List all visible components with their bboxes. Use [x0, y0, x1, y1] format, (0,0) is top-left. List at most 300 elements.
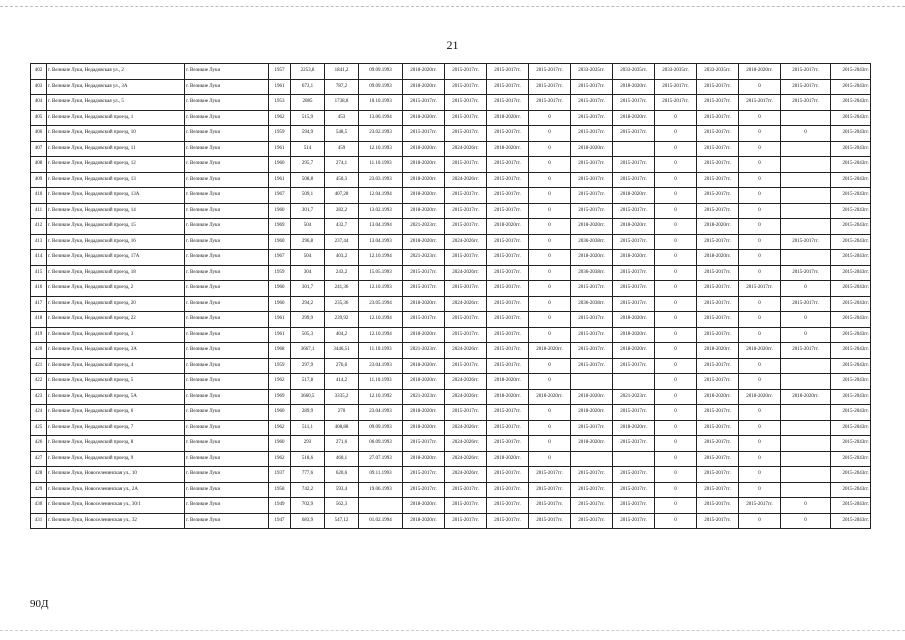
cell-y10: 0 [781, 327, 831, 343]
cell-y4: 0 [529, 451, 571, 467]
table-row [31, 389, 871, 405]
table-row [31, 188, 871, 204]
cell-no: 407 [31, 141, 47, 157]
cell-y2: 2015-2017гг. [445, 250, 487, 266]
cell-y9: 0 [739, 358, 781, 374]
cell-y11: 2015-2043гг. [831, 327, 871, 343]
housing-table [30, 63, 871, 529]
cell-year: 1969 [269, 389, 291, 405]
cell-no: 402 [31, 64, 47, 80]
cell-area: 301,7 [291, 203, 325, 219]
cell-y2: 2015-2017гг. [445, 110, 487, 126]
table-row [31, 343, 871, 359]
cell-date: 09.09.1993 [359, 79, 403, 95]
cell-y2: 2015-2017гг. [445, 188, 487, 204]
cell-y9: 0 [739, 312, 781, 328]
cell-y2: 2024-2026гг. [445, 451, 487, 467]
cell-y10: 0 [781, 281, 831, 297]
cell-city: г. Великие Луки [185, 389, 269, 405]
cell-y1: 2021-2023гг. [403, 343, 445, 359]
bottom-scan-line [0, 630, 905, 631]
cell-y7: 0 [655, 219, 697, 235]
table-row [31, 405, 871, 421]
cell-y9: 2018-2020гг. [739, 64, 781, 80]
cell-city: г. Великие Луки [185, 405, 269, 421]
cell-date: 23.03.1993 [359, 172, 403, 188]
cell-no: 420 [31, 343, 47, 359]
cell-date: 12.10.1994 [359, 250, 403, 266]
cell-y7: 0 [655, 172, 697, 188]
cell-y11: 2015-2043гг. [831, 405, 871, 421]
cell-addr: г. Великие Луки, Недадовский проезд, 12 [47, 157, 185, 173]
cell-y2: 2024-2026гг. [445, 234, 487, 250]
cell-city: г. Великие Луки [185, 126, 269, 142]
cell-y1: 2018-2020гг. [403, 141, 445, 157]
cell-area: 3660,5 [291, 389, 325, 405]
cell-y7: 0 [655, 513, 697, 529]
cell-year: 1967 [269, 250, 291, 266]
cell-date: 15.05.1993 [359, 265, 403, 281]
cell-y3: 2015-2017гг. [487, 312, 529, 328]
cell-y1: 2021-2023гг. [403, 250, 445, 266]
cell-y1: 2021-2023гг. [403, 219, 445, 235]
cell-city: г. Великие Луки [185, 498, 269, 514]
cell-y4: 2015-2017гг. [529, 498, 571, 514]
cell-y5: 2036-2038гг. [571, 265, 613, 281]
cell-area: 508,8 [291, 172, 325, 188]
cell-living: 450,3 [325, 172, 359, 188]
cell-living: 453 [325, 110, 359, 126]
cell-y6: 2015-2017гг. [613, 203, 655, 219]
cell-addr: г. Великие Луки, Недадовский проезд, 11 [47, 141, 185, 157]
cell-y3: 2018-2020гг. [487, 374, 529, 390]
cell-date: 13.04.1994 [359, 219, 403, 235]
cell-y10 [781, 374, 831, 390]
cell-y8: 2015-2017гг. [697, 141, 739, 157]
table-row [31, 482, 871, 498]
cell-y11: 2015-2043гг. [831, 110, 871, 126]
cell-y9: 2015-2017гг. [739, 95, 781, 111]
cell-y4: 0 [529, 110, 571, 126]
cell-area: 515,9 [291, 110, 325, 126]
cell-y1: 2018-2020гг. [403, 203, 445, 219]
cell-y7: 0 [655, 188, 697, 204]
cell-living: 239,92 [325, 312, 359, 328]
cell-y1: 2015-2017гг. [403, 312, 445, 328]
cell-y11: 2015-2043гг. [831, 498, 871, 514]
cell-y4: 0 [529, 436, 571, 452]
cell-y10 [781, 172, 831, 188]
cell-addr: г. Великие Луки, Новоселенинская ул., 2А [47, 482, 185, 498]
cell-y8: 2015-2017гг. [697, 451, 739, 467]
cell-y10: 2018-2020гг. [781, 389, 831, 405]
cell-y11: 2015-2043гг. [831, 95, 871, 111]
cell-date: 10.10.1993 [359, 95, 403, 111]
cell-y7: 0 [655, 405, 697, 421]
cell-city: г. Великие Луки [185, 281, 269, 297]
cell-y7: 0 [655, 281, 697, 297]
cell-y6: 2018-2020гг. [613, 343, 655, 359]
cell-date: 09.11.1993 [359, 467, 403, 483]
cell-y8: 2015-2017гг. [697, 436, 739, 452]
cell-y9: 0 [739, 405, 781, 421]
cell-y6: 2015-2017гг. [613, 296, 655, 312]
cell-y2: 2024-2026гг. [445, 141, 487, 157]
cell-y10 [781, 482, 831, 498]
cell-y8: 2015-2017гг. [697, 265, 739, 281]
cell-y2: 2024-2026гг. [445, 389, 487, 405]
cell-city: г. Великие Луки [185, 95, 269, 111]
cell-living: 620,6 [325, 467, 359, 483]
cell-y3: 2015-2017гг. [487, 482, 529, 498]
cell-y10 [781, 420, 831, 436]
cell-city: г. Великие Луки [185, 250, 269, 266]
cell-city: г. Великие Луки [185, 513, 269, 529]
cell-y4: 0 [529, 312, 571, 328]
cell-y4: 2015-2017гг. [529, 513, 571, 529]
cell-year: 1962 [269, 374, 291, 390]
cell-no: 430 [31, 498, 47, 514]
cell-y3: 2015-2017гг. [487, 79, 529, 95]
cell-y11: 2015-2043гг. [831, 296, 871, 312]
cell-y5: 2015-2017гг. [571, 110, 613, 126]
cell-no: 417 [31, 296, 47, 312]
cell-y11: 2015-2043гг. [831, 172, 871, 188]
cell-y11: 2015-2043гг. [831, 312, 871, 328]
cell-year: 1959 [269, 126, 291, 142]
cell-y9: 0 [739, 141, 781, 157]
cell-y4: 2015-2017гг. [529, 79, 571, 95]
cell-y5: 2018-2020гг. [571, 436, 613, 452]
cell-y2: 2015-2017гг. [445, 281, 487, 297]
cell-y4: 0 [529, 203, 571, 219]
cell-date: 19.06.1993 [359, 482, 403, 498]
cell-y4: 0 [529, 188, 571, 204]
cell-y8: 2015-2017гг. [697, 327, 739, 343]
cell-y6: 2021-2023гг. [613, 389, 655, 405]
cell-city: г. Великие Луки [185, 343, 269, 359]
cell-addr: г. Великие Луки, Недадовский проезд, 13А [47, 188, 185, 204]
cell-y9: 2018-2020гг. [739, 389, 781, 405]
cell-date: 23.02.1993 [359, 126, 403, 142]
cell-living: 404,2 [325, 327, 359, 343]
cell-year: 1959 [269, 265, 291, 281]
cell-y7: 0 [655, 451, 697, 467]
cell-date: 09.09.1993 [359, 64, 403, 80]
cell-y5: 2015-2017гг. [571, 281, 613, 297]
table-row [31, 219, 871, 235]
cell-y6: 2018-2020гг. [613, 188, 655, 204]
cell-y6: 2018-2020гг. [613, 327, 655, 343]
table-row [31, 234, 871, 250]
cell-y6: 2015-2017гг. [613, 482, 655, 498]
cell-y11: 2015-2043гг. [831, 358, 871, 374]
cell-area: 702,9 [291, 498, 325, 514]
cell-y9: 2015-2017гг. [739, 498, 781, 514]
cell-y3: 2015-2017гг. [487, 420, 529, 436]
cell-no: 431 [31, 513, 47, 529]
cell-area: 304 [291, 265, 325, 281]
cell-y8: 2015-2017гг. [697, 110, 739, 126]
cell-y4: 0 [529, 265, 571, 281]
cell-y3: 2015-2017гг. [487, 203, 529, 219]
cell-no: 406 [31, 126, 47, 142]
cell-y5: 2015-2017гг. [571, 126, 613, 142]
cell-y10: 2015-2017гг. [781, 79, 831, 95]
cell-year: 1969 [269, 219, 291, 235]
cell-y7: 0 [655, 374, 697, 390]
cell-year: 1949 [269, 498, 291, 514]
cell-area: 683,9 [291, 513, 325, 529]
cell-y8: 2015-2017гг. [697, 420, 739, 436]
cell-y10: 2015-2017гг. [781, 95, 831, 111]
cell-y3: 2015-2017гг. [487, 188, 529, 204]
cell-y2: 2015-2017гг. [445, 513, 487, 529]
cell-y9: 0 [739, 296, 781, 312]
cell-no: 408 [31, 157, 47, 173]
cell-year: 1962 [269, 420, 291, 436]
cell-y1: 2018-2020гг. [403, 513, 445, 529]
cell-city: г. Великие Луки [185, 64, 269, 80]
table-row [31, 312, 871, 328]
cell-y5: 2015-2017гг. [571, 188, 613, 204]
cell-y11: 2015-2043гг. [831, 436, 871, 452]
cell-y10 [781, 141, 831, 157]
cell-y9: 0 [739, 126, 781, 142]
cell-y7: 0 [655, 482, 697, 498]
cell-y4: 0 [529, 420, 571, 436]
cell-city: г. Великие Луки [185, 79, 269, 95]
cell-area: 301,7 [291, 281, 325, 297]
cell-no: 413 [31, 234, 47, 250]
cell-date: 11.10.1993 [359, 157, 403, 173]
cell-y6: 2033-2035гг. [613, 64, 655, 80]
cell-y6: 2018-2020гг. [613, 219, 655, 235]
cell-y8: 2015-2017гг. [697, 172, 739, 188]
cell-y7: 2033-2035гг. [655, 64, 697, 80]
table-row [31, 95, 871, 111]
cell-no: 415 [31, 265, 47, 281]
cell-y5 [571, 374, 613, 390]
cell-y1: 2018-2020гг. [403, 358, 445, 374]
cell-y4: 0 [529, 327, 571, 343]
cell-y7: 2015-2017гг. [655, 95, 697, 111]
cell-no: 429 [31, 482, 47, 498]
cell-y1: 2018-2020гг. [403, 188, 445, 204]
cell-living: 548,5 [325, 126, 359, 142]
cell-y5: 2033-2035гг. [571, 64, 613, 80]
cell-no: 426 [31, 436, 47, 452]
cell-living: 408,88 [325, 420, 359, 436]
cell-living: 1841,2 [325, 64, 359, 80]
cell-y11: 2015-2043гг. [831, 513, 871, 529]
cell-y11: 2015-2043гг. [831, 203, 871, 219]
cell-no: 414 [31, 250, 47, 266]
cell-y7: 0 [655, 358, 697, 374]
cell-city: г. Великие Луки [185, 234, 269, 250]
cell-y2: 2015-2017гг. [445, 358, 487, 374]
table-row [31, 141, 871, 157]
cell-y9: 0 [739, 451, 781, 467]
cell-area: 504 [291, 219, 325, 235]
cell-y11: 2015-2043гг. [831, 451, 871, 467]
table-row [31, 436, 871, 452]
cell-city: г. Великие Луки [185, 296, 269, 312]
cell-y4: 0 [529, 374, 571, 390]
cell-y10: 2015-2017гг. [781, 296, 831, 312]
cell-y8: 2015-2017гг. [697, 482, 739, 498]
cell-living: 403,2 [325, 250, 359, 266]
cell-y2: 2015-2017гг. [445, 95, 487, 111]
cell-area: 673,1 [291, 79, 325, 95]
cell-y6: 2015-2017гг. [613, 234, 655, 250]
cell-y6 [613, 141, 655, 157]
cell-y11: 2015-2043гг. [831, 265, 871, 281]
cell-y7: 0 [655, 250, 697, 266]
cell-y2: 2015-2017гг. [445, 126, 487, 142]
cell-y8: 2015-2017гг. [697, 358, 739, 374]
cell-area: 297,9 [291, 358, 325, 374]
cell-city: г. Великие Луки [185, 374, 269, 390]
cell-y11: 2015-2043гг. [831, 250, 871, 266]
cell-y2: 2015-2017гг. [445, 498, 487, 514]
cell-y9: 0 [739, 250, 781, 266]
cell-y5: 2015-2017гг. [571, 343, 613, 359]
cell-y4: 0 [529, 281, 571, 297]
cell-city: г. Великие Луки [185, 188, 269, 204]
cell-living: 274,1 [325, 157, 359, 173]
table-row [31, 327, 871, 343]
cell-addr: г. Великие Луки, Недадовский проезд, 20 [47, 296, 185, 312]
cell-y9: 0 [739, 467, 781, 483]
cell-y2: 2015-2017гг. [445, 219, 487, 235]
cell-y3: 2015-2017гг. [487, 172, 529, 188]
cell-date: 13.04.1993 [359, 234, 403, 250]
cell-y2: 2015-2017гг. [445, 482, 487, 498]
cell-city: г. Великие Луки [185, 467, 269, 483]
cell-y10 [781, 188, 831, 204]
table-row [31, 79, 871, 95]
cell-year: 1937 [269, 467, 291, 483]
cell-y2: 2024-2026гг. [445, 265, 487, 281]
cell-area: 2253,8 [291, 64, 325, 80]
table-row [31, 513, 871, 529]
cell-addr: г. Великие Луки, Недадовский проезд, 9 [47, 451, 185, 467]
cell-year: 1960 [269, 296, 291, 312]
cell-y8: 2033-2035гг. [697, 64, 739, 80]
cell-addr: г. Великие Луки, Недадовский проезд, 15 [47, 219, 185, 235]
cell-y1: 2021-2023гг. [403, 389, 445, 405]
cell-y6: 2015-2017гг. [613, 172, 655, 188]
cell-living: 241,36 [325, 281, 359, 297]
cell-date: 12.10.1994 [359, 312, 403, 328]
cell-y8: 2015-2017гг. [697, 95, 739, 111]
corner-label: 90Д [30, 598, 49, 610]
cell-living: 243,2 [325, 265, 359, 281]
cell-y11: 2015-2043гг. [831, 420, 871, 436]
cell-y4: 0 [529, 219, 571, 235]
cell-y9: 0 [739, 172, 781, 188]
cell-y3: 2015-2017гг. [487, 358, 529, 374]
cell-y2: 2015-2017гг. [445, 203, 487, 219]
cell-city: г. Великие Луки [185, 482, 269, 498]
cell-y11: 2015-2043гг. [831, 343, 871, 359]
cell-no: 418 [31, 312, 47, 328]
cell-y6 [613, 451, 655, 467]
cell-no: 428 [31, 467, 47, 483]
cell-year: 1953 [269, 95, 291, 111]
cell-y8: 2015-2017гг. [697, 188, 739, 204]
cell-no: 424 [31, 405, 47, 421]
cell-no: 411 [31, 203, 47, 219]
cell-living: 3335,2 [325, 389, 359, 405]
cell-y9: 0 [739, 234, 781, 250]
cell-y3: 2015-2017гг. [487, 343, 529, 359]
cell-living: 460,1 [325, 451, 359, 467]
cell-y1: 2015-2017гг. [403, 95, 445, 111]
cell-no: 412 [31, 219, 47, 235]
cell-area: 504 [291, 250, 325, 266]
cell-y4: 2015-2017гг. [529, 482, 571, 498]
cell-y8: 2015-2017гг. [697, 467, 739, 483]
cell-y5: 2015-2017гг. [571, 498, 613, 514]
cell-y3: 2015-2017гг. [487, 467, 529, 483]
cell-y9: 2015-2017гг. [739, 281, 781, 297]
cell-date: 12.10.1994 [359, 327, 403, 343]
cell-y7: 0 [655, 420, 697, 436]
cell-area: 511,1 [291, 420, 325, 436]
cell-y10: 0 [781, 513, 831, 529]
cell-area: 293 [291, 436, 325, 452]
cell-y3: 2015-2017гг. [487, 265, 529, 281]
cell-date: 23.05.1994 [359, 296, 403, 312]
cell-y9: 0 [739, 219, 781, 235]
table-row [31, 467, 871, 483]
table-row [31, 281, 871, 297]
table-row [31, 250, 871, 266]
table-body [31, 64, 871, 529]
cell-y7: 0 [655, 467, 697, 483]
cell-y8: 2018-2020гг. [697, 389, 739, 405]
cell-y3: 2015-2017гг. [487, 126, 529, 142]
cell-addr: г. Великие Луки, Недадовский проезд, 17А [47, 250, 185, 266]
cell-year: 1960 [269, 234, 291, 250]
cell-date: 13.02.1993 [359, 203, 403, 219]
cell-y8: 2018-2020гг. [697, 219, 739, 235]
cell-y7: 2015-2017гг. [655, 79, 697, 95]
cell-y6: 2015-2017гг. [613, 498, 655, 514]
cell-y3: 2018-2020гг. [487, 110, 529, 126]
cell-y6: 2015-2017гг. [613, 513, 655, 529]
cell-no: 425 [31, 420, 47, 436]
cell-y5: 2015-2017гг. [571, 79, 613, 95]
cell-y11: 2015-2043гг. [831, 126, 871, 142]
cell-y1: 2018-2020гг. [403, 374, 445, 390]
cell-y3: 2015-2017гг. [487, 405, 529, 421]
cell-y3: 2018-2020гг. [487, 219, 529, 235]
cell-city: г. Великие Луки [185, 358, 269, 374]
cell-y3: 2015-2017гг. [487, 327, 529, 343]
cell-y10 [781, 157, 831, 173]
cell-no: 423 [31, 389, 47, 405]
cell-y6: 2015-2017гг. [613, 157, 655, 173]
cell-area: 296,8 [291, 234, 325, 250]
cell-y10 [781, 467, 831, 483]
cell-year: 1947 [269, 513, 291, 529]
table-row [31, 374, 871, 390]
cell-y4: 0 [529, 172, 571, 188]
cell-y8: 2015-2017гг. [697, 513, 739, 529]
